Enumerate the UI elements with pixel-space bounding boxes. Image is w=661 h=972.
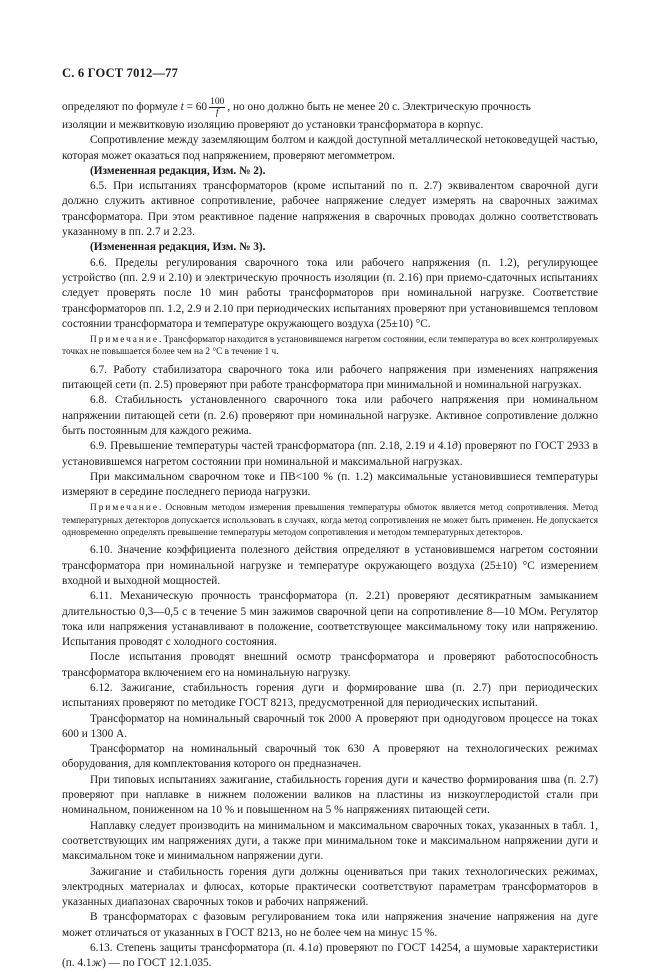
clause-6-12-para-g: В трансформаторах с фазовым регулированием тока или напряжения значение напряжения на дуге может отличаться от указанных в ГОСТ 8213, но не более чем на минус 15 %.	[62, 911, 598, 939]
clause-6-12-para-b: Трансформатор на номинальный сварочный ток 2000 А проверяют при однодуговом процессе на токах 600 и 1300 А.	[62, 712, 598, 740]
clause-6-12-para-c: Трансформатор на номинальный сварочный ток 630 А проверяют на технологических режимах оборудования, для комплектования которого он предназначен.	[62, 743, 598, 771]
clause-6-12: 6.12. Зажигание, стабильность горения дуги и формирование шва (п. 2.7) при периодических испытаниях проверяют по методике ГОСТ 8213, предусмотренной для периодических испытаний.	[62, 681, 598, 710]
clause-6-7: 6.7. Работу стабилизатора сварочного тока или рабочего напряжения при изменениях напряжения питающей сети (п. 2.5) проверяют при работе трансформатора при минимальной и номинальной нагрузках.	[62, 363, 598, 392]
formula-eq: = 60	[183, 101, 208, 113]
clause-6-5: 6.5. При испытаниях трансформаторов (кроме испытаний по п. 2.7) эквивалентом сварочной дуги должно служить активное сопротивление, рабочее напряжение следует измерять на сварочных зажимах трансформатора. При этом реактивное падение напряжения в сварочных проводах должно соответствовать указанному в пп. 2.7 и 2.23.	[62, 180, 598, 239]
formula-fraction	[209, 97, 225, 118]
clause-6-12-para-f: Зажигание и стабильность горения дуги должны оцениваться при таких технологических режимах, электродных материалах и флюсах, которые практически соответствуют параметрам трансформаторов в указанных диапазонах сварочных токов и рабочих напряжений.	[62, 865, 598, 909]
fraction-denominator: f	[215, 107, 219, 118]
clause-6-8: 6.8. Стабильность установленного сварочного тока или рабочего напряжения при номинальном напряжении питающей сети (п. 2.6) проверяют при номинальной нагрузке. Активное сопротивление должно быть постоянным для каждого режима.	[62, 394, 598, 437]
clause-6-9-italic: д	[452, 440, 458, 453]
revision-note: (Измененная редакция, Изм. № 3).	[90, 241, 266, 254]
note-label: Примечание	[90, 503, 159, 514]
clause-6-9-text-b: ) проверяют по ГОСТ 2933 в установившемся нагретом состоянии при номинальной и максимальной нагрузках.	[62, 440, 598, 468]
formula-text-after: , но оно должно быть не менее 20 с. Электрическую прочность	[227, 101, 531, 113]
clause-6-11: 6.11. Механическую прочность трансформатора (п. 2.21) проверяют десятикратным замыканием длительностью 0,3—0,5 с в течение 5 мин зажимов сварочной цепи на сопротивление 8—10 МОм. Регулятор тока или напряжения устанавливают в положение, соответствующее максимальному току или напряжению. Испытания проводят с холодного состояния.	[62, 590, 598, 649]
clause-6-11-continuation: После испытания проводят внешний осмотр трансформатора и проверяют работоспособность трансформатора включением его на номинальную нагрузку.	[62, 651, 598, 679]
note-text: . Трансформатор находится в установившемся нагретом состоянии, если температура во всех контролируемых точках не повышается более чем на 2 °С в течение 1 ч.	[62, 335, 598, 358]
note-text: . Основным методом измерения превышения температуры обмоток является метод сопротивления. Метод температурных детекторов допускается использовать в случаях, когда метод сопротивления не может быть применен. Не допускается одновременно определять превышение температуры методом сопротивления и методом температурных детекторов.	[62, 503, 598, 539]
clause-6-13	[62, 941, 598, 972]
paragraph-continuation: изоляции и межвитковую изоляцию проверяют до установки трансформатора в корпус.	[62, 119, 484, 131]
formula-text-before: определяют по формуле	[62, 101, 178, 113]
clause-6-13-italic-a: а	[312, 942, 319, 955]
fraction-numerator: 100	[210, 96, 225, 107]
clause-6-13-italic-zh: ж	[91, 957, 103, 970]
note-label: Примечание	[90, 335, 159, 346]
formula-paragraph	[62, 96, 598, 118]
clause-6-13-text-c: ) — по ГОСТ 12.1.035.	[102, 957, 212, 970]
document-body	[62, 96, 598, 972]
formula-var: t	[180, 101, 184, 113]
clause-6-9-text-a: 6.9. Превышение температуры частей трансформатора (пп. 2.18, 2.19 и 4.1	[90, 440, 453, 453]
note-1	[62, 334, 598, 359]
clause-6-13-text-b: ) проверяют по ГОСТ 14254, а шумовые характеристики (п. 4.1	[62, 942, 598, 970]
clause-6-12-para-e: Наплавку следует производить на минимальном и максимальном сварочных токах, указанных в табл. 1, соответствующих им напряжениях дуги, а также при минимальном токе и максимальном напряжении дуги и максимальном токе и минимальном напряжении дуги.	[62, 819, 598, 863]
paragraph-grounding: Сопротивление между заземляющим болтом и каждой доступной металлической нетоковедущей частью, которая может оказаться под напряжением, проверяют мегомметром.	[62, 134, 598, 162]
clause-6-9-continuation: При максимальном сварочном токе и ПВ<100 % (п. 1.2) максимальные установившиеся температуры измеряют в середине последнего периода нагрузки.	[62, 470, 598, 499]
clause-6-10: 6.10. Значение коэффициента полезного действия определяют в установившемся нагретом состоянии трансформатора при номинальной нагрузке и температуре окружающего воздуха (25±10) °С измерением входной и выходной мощностей.	[62, 544, 598, 587]
clause-6-13-text-a: 6.13. Степень защиты трансформатора (п. 4.1	[90, 942, 313, 955]
clause-6-12-para-d: При типовых испытаниях зажигание, стабильность горения дуги и качество формирования шва (п. 2.7) проверяют при наплавке в нижнем положении валиков на пластины из низкоуглеродистой стали при номинальном, пониженном на 10 % и повышенном на 5 % напряжениях питающей сети.	[62, 773, 598, 817]
page-header: С. 6 ГОСТ 7012—77	[62, 66, 179, 80]
revision-note: (Измененная редакция, Изм. № 2).	[90, 164, 266, 177]
clause-6-6: 6.6. Пределы регулирования сварочного тока или рабочего напряжения (п. 1.2), регулирующее устройство (пп. 2.9 и 2.10) и электрическую прочность изоляции (п. 2.16) при приемо-сдаточных испытаниях следует проверять после 10 мин работы трансформаторов при номинальной нагрузке. Соответствие трансформаторов пп. 1.2, 2.9 и 2.10 при периодических испытаниях проверяют при установившемся тепловом состоянии трансформатора и температуре окружающего воздуха (25±10) °С.	[62, 256, 598, 330]
clause-6-9	[62, 439, 598, 470]
note-2	[62, 502, 598, 539]
